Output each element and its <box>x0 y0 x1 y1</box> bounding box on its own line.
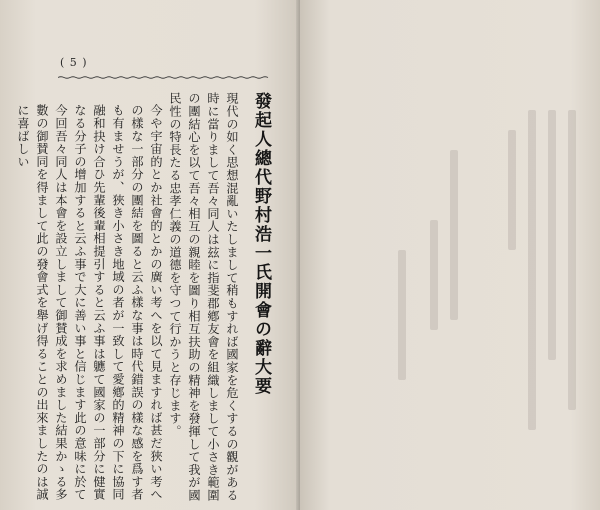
bleed-through-mark <box>568 110 576 410</box>
right-page <box>300 0 600 510</box>
bleed-through-mark <box>398 250 406 380</box>
paragraph-2: 今や宇宙的とか社會的とかの廣い考へを以て見ますれば甚だ狹い考への樣な一部分の團結を圖ると云ふ樣な事は時代錯誤の樣な感を爲す者も有ませうが、狹き小さき地域の者が一致して愛鄕的精神の下に協同融和抉け合ひ先輩後輩相提引すると云ふ事は軈て國家の一部分に健實なる分子の增加すると云ふ事で大に善い事と信じます此の意味に於て今回吾々同人は本會を設立しまして御賛成を求めました結果かゝる多數の御賛同を得まして此の發會式を舉げ得ることの出來ましたのは誠に喜ばしい <box>16 104 163 501</box>
bleed-through-mark <box>528 110 536 430</box>
speech-title: 發起人總代野村浩一氏開會の辭大要 <box>251 92 271 396</box>
paragraph-1: 現代の如く思想混亂いたしまして稍もすれば國家を危くするの觀がある時に當りまして吾々同人は玆に指斐郡鄕友會を組織しまして小さき範圍の團結心を以て吾々相互の親睦を圖り相互扶助の精神を發揮して我が國民性の特長たる忠孝仁義の道德を守つて行かうと存じます。 <box>168 92 239 502</box>
page-header-rule <box>58 76 270 79</box>
bleed-through-mark <box>450 150 458 320</box>
bleed-through-mark <box>548 110 556 360</box>
vertical-text-block <box>16 92 274 502</box>
bleed-through-mark <box>508 130 516 250</box>
page-number: ( 5 ) <box>60 56 88 69</box>
bleed-through-mark <box>430 220 438 330</box>
